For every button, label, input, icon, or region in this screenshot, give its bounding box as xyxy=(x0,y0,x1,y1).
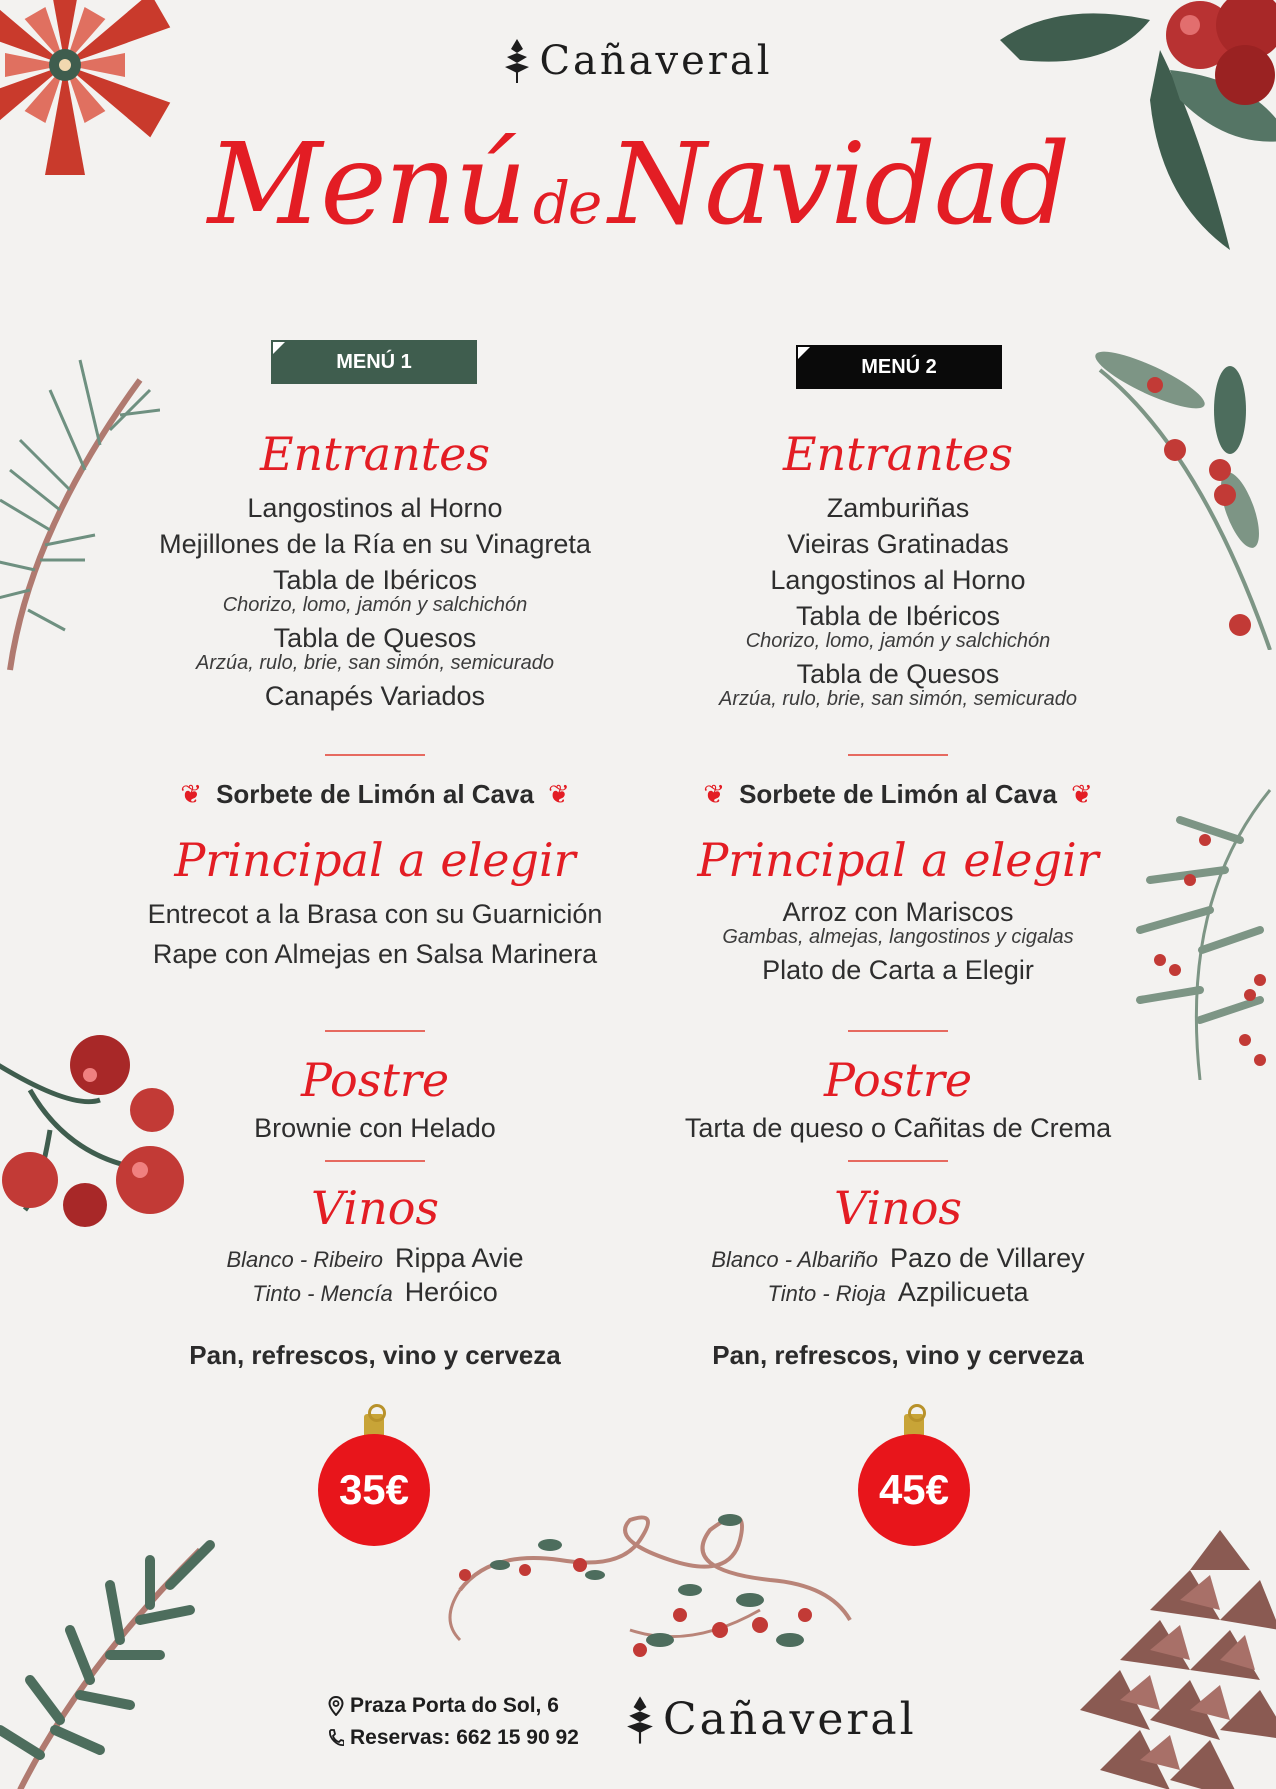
menu1-wines-title: Vinos xyxy=(310,1181,440,1235)
divider xyxy=(848,1160,948,1162)
menu2-starters-list xyxy=(588,490,1208,710)
title-word-de: de xyxy=(532,169,601,237)
list-item: Vieiras Gratinadas xyxy=(787,529,1009,559)
menu2-column xyxy=(588,424,1208,714)
title-word-menu: Menú xyxy=(207,120,525,250)
wine-row xyxy=(588,1242,1208,1276)
menu2-bottom xyxy=(588,1030,1208,1371)
menu2-dessert: Tarta de queso o Cañitas de Crema xyxy=(684,1113,1112,1143)
list-item-detail: Gambas, almejas, langostinos y cigalas xyxy=(722,926,1074,948)
divider xyxy=(325,1030,425,1032)
wine-row xyxy=(588,1276,1208,1310)
divider xyxy=(325,754,425,756)
leaf-ornament-icon: ❦ xyxy=(547,779,570,809)
list-item: Mejillones de la Ría en su Vinagreta xyxy=(159,529,591,559)
divider xyxy=(325,1160,425,1162)
list-item: Tabla de Quesos xyxy=(273,623,477,653)
wine-type: Blanco - Albariño xyxy=(711,1247,879,1272)
list-item: Zamburiñas xyxy=(826,493,970,523)
menu2-main-title: Principal a elegir xyxy=(697,833,1099,887)
list-item: Canapés Variados xyxy=(264,681,486,711)
menu2-sorbet xyxy=(588,774,1208,814)
wine-type: Blanco - Ribeiro xyxy=(226,1247,383,1272)
list-item: Plato de Carta a Elegir xyxy=(762,955,1034,985)
menu2-dessert-title: Postre xyxy=(823,1053,973,1107)
brand-name: Cañaveral xyxy=(539,38,773,84)
menu1-starters-title: Entrantes xyxy=(259,427,491,481)
phone-icon xyxy=(328,1729,344,1747)
menu2-tag: MENÚ 2 xyxy=(796,345,1002,389)
menu2-price: 45€ xyxy=(858,1434,970,1546)
list-item: Langostinos al Horno xyxy=(247,493,503,523)
location-pin-icon xyxy=(328,1696,344,1716)
menu2-wines-title: Vinos xyxy=(833,1181,963,1235)
leaf-ornament-icon xyxy=(430,1500,860,1670)
title-word-navidad: Navidad xyxy=(608,120,1069,250)
menu2-middle xyxy=(588,754,1208,988)
footer-brand-logo xyxy=(625,1694,925,1745)
wheat-logo-icon xyxy=(625,1696,655,1744)
menu1-dessert: Brownie con Helado xyxy=(254,1113,496,1143)
list-item: Tabla de Ibéricos xyxy=(272,565,478,595)
wine-type: Tinto - Rioja xyxy=(767,1281,886,1306)
ornament-cap xyxy=(364,1414,384,1436)
list-item: Tabla de Ibéricos xyxy=(795,601,1001,631)
menu1-price: 35€ xyxy=(318,1434,430,1546)
list-item-detail: Arzúa, rulo, brie, san simón, semicurado xyxy=(719,688,1077,710)
pine-branch-icon xyxy=(0,1530,230,1789)
menu1-dessert-title: Postre xyxy=(300,1053,450,1107)
divider xyxy=(848,754,948,756)
list-item: Rape con Almejas en Salsa Marinera xyxy=(152,939,598,969)
menu2-included: Pan, refrescos, vino y cerveza xyxy=(712,1340,1084,1370)
wine-name: Pazo de Villarey xyxy=(890,1243,1085,1273)
wine-name: Heróico xyxy=(404,1277,498,1307)
address-text: Praza Porta do Sol, 6 xyxy=(350,1694,559,1717)
wine-name: Azpilicueta xyxy=(897,1277,1029,1307)
wine-type: Tinto - Mencía xyxy=(252,1281,393,1306)
menu1-tag: MENÚ 1 xyxy=(271,340,477,384)
brand-logo xyxy=(0,38,1276,84)
divider xyxy=(848,1030,948,1032)
menu1-included: Pan, refrescos, vino y cerveza xyxy=(189,1340,561,1370)
leaf-ornament-icon: ❦ xyxy=(1070,779,1093,809)
menu1-price-ornament xyxy=(318,1414,430,1546)
sorbet-label: Sorbete de Limón al Cava xyxy=(739,779,1057,809)
list-item-detail: Arzúa, rulo, brie, san simón, semicurado xyxy=(196,652,554,674)
reservations-text: Reservas: 662 15 90 92 xyxy=(350,1726,579,1749)
list-item: Langostinos al Horno xyxy=(770,565,1026,595)
list-item: Entrecot a la Brasa con su Guarnición xyxy=(147,899,603,929)
footer-address xyxy=(328,1690,579,1722)
footer-brand-name: Cañaveral xyxy=(663,1694,917,1745)
menu2-price-ornament xyxy=(858,1414,970,1546)
menu1-main-title: Principal a elegir xyxy=(174,833,576,887)
list-item-detail: Chorizo, lomo, jamón y salchichón xyxy=(745,630,1051,652)
ornament-cap xyxy=(904,1414,924,1436)
page-title xyxy=(0,118,1276,252)
footer-contact xyxy=(328,1690,579,1754)
list-item: Arroz con Mariscos xyxy=(782,897,1014,927)
wheat-logo-icon xyxy=(503,39,531,83)
sorbet-label: Sorbete de Limón al Cava xyxy=(216,779,534,809)
list-item: Tabla de Quesos xyxy=(796,659,1000,689)
menu2-starters-title: Entrantes xyxy=(782,427,1014,481)
pinecone-icon xyxy=(1060,1530,1276,1789)
list-item-detail: Chorizo, lomo, jamón y salchichón xyxy=(222,594,528,616)
leaf-ornament-icon: ❦ xyxy=(180,779,203,809)
footer-phone[interactable] xyxy=(328,1722,579,1754)
wine-name: Rippa Avie xyxy=(394,1243,524,1273)
leaf-ornament-icon: ❦ xyxy=(703,779,726,809)
